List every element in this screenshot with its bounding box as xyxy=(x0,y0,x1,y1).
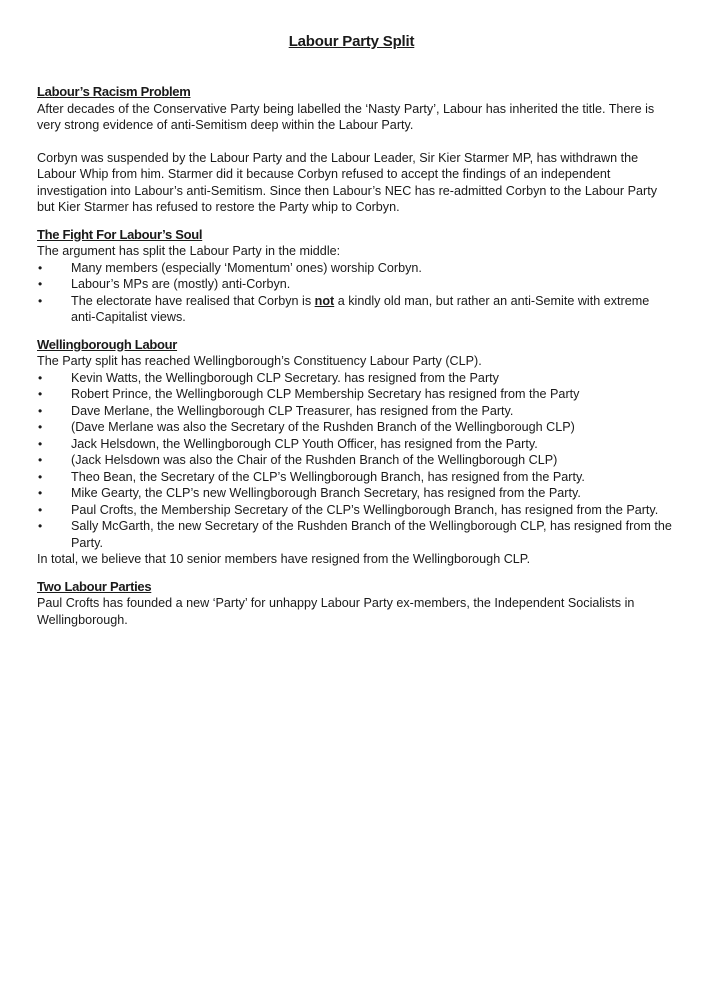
list-item: • Mike Gearty, the CLP’s new Wellingborough Branch Secretary, has resigned from the Party. xyxy=(37,485,677,502)
list-item: • Kevin Watts, the Wellingborough CLP Secretary. has resigned from the Party xyxy=(37,370,677,387)
page-title: Labour Party Split xyxy=(288,33,415,50)
wellingborough-intro: The Party split has reached Wellingborough’s Constituency Labour Party (CLP). xyxy=(37,354,482,368)
list-item: • Theo Bean, the Secretary of the CLP’s Wellingborough Branch, has resigned from the Party. xyxy=(37,469,677,486)
racism-paragraph-2: Corbyn was suspended by the Labour Party and the Labour Leader, Sir Kier Starmer MP, has withdrawn the Labour Whip from him. Starmer did it because Corbyn refused to accept the findings of an independent investigation into Labour’s anti-Semitism. Since then Labour’s NEC has re-admitted Corbyn to the Labour Party but Kier Starmer has refused to restore the Party whip to Corbyn. xyxy=(37,150,657,214)
list-item: • Sally McGarth, the new Secretary of the Rushden Branch of the Wellingborough CLP, has resigned from the Party. xyxy=(37,518,677,551)
fight-intro: The argument has split the Labour Party in the middle: xyxy=(37,244,341,258)
section-heading-racism: Labour’s Racism Problem xyxy=(37,84,191,99)
bullet-text-post: a kindly old man, but rather an anti-Semite with extreme anti-Capitalist views. xyxy=(71,293,650,324)
list-item: • (Jack Helsdown was also the Chair of the Rushden Branch of the Wellingborough CLP) xyxy=(37,452,677,469)
spacer xyxy=(37,326,677,337)
list-item: • Paul Crofts, the Membership Secretary of the CLP’s Wellingborough Branch, has resigned from the Party. xyxy=(37,502,677,519)
spacer xyxy=(37,134,677,150)
section-heading-two-parties: Two Labour Parties xyxy=(37,578,152,594)
spacer xyxy=(37,568,677,579)
racism-paragraph-1: After decades of the Conservative Party being labelled the ‘Nasty Party’, Labour has inherited the title. There is very strong evidence of anti-Semitism deep within the Labour Party. xyxy=(37,101,655,132)
section-heading-fight: The Fight For Labour’s Soul xyxy=(37,226,203,242)
list-item: • Many members (especially ‘Momentum’ ones) worship Corbyn. xyxy=(37,260,677,277)
list-item: • Dave Merlane, the Wellingborough CLP Treasurer, has resigned from the Party. xyxy=(37,403,677,420)
section-heading-wellingborough: Wellingborough Labour xyxy=(37,336,178,352)
resignation-list xyxy=(37,370,677,552)
fight-bullet-list xyxy=(37,260,677,326)
emphasis-not: not xyxy=(314,293,335,308)
spacer xyxy=(37,216,677,227)
list-item: • (Dave Merlane was also the Secretary of the Rushden Branch of the Wellingborough CLP) xyxy=(37,419,677,436)
list-item: • Robert Prince, the Wellingborough CLP Membership Secretary has resigned from the Party xyxy=(37,386,677,403)
two-parties-paragraph: Paul Crofts has founded a new ‘Party’ for unhappy Labour Party ex-members, the Independent Socialists in Wellingborough. xyxy=(37,596,635,627)
bullet-text-pre: The electorate have realised that Corbyn is xyxy=(71,293,315,308)
list-item: • Jack Helsdown, the Wellingborough CLP Youth Officer, has resigned from the Party. xyxy=(37,436,677,453)
list-item: • Labour’s MPs are (mostly) anti-Corbyn. xyxy=(37,276,677,293)
list-item xyxy=(37,293,677,326)
wellingborough-summary: In total, we believe that 10 senior members have resigned from the Wellingborough CLP. xyxy=(37,552,531,566)
document-body xyxy=(37,84,677,628)
